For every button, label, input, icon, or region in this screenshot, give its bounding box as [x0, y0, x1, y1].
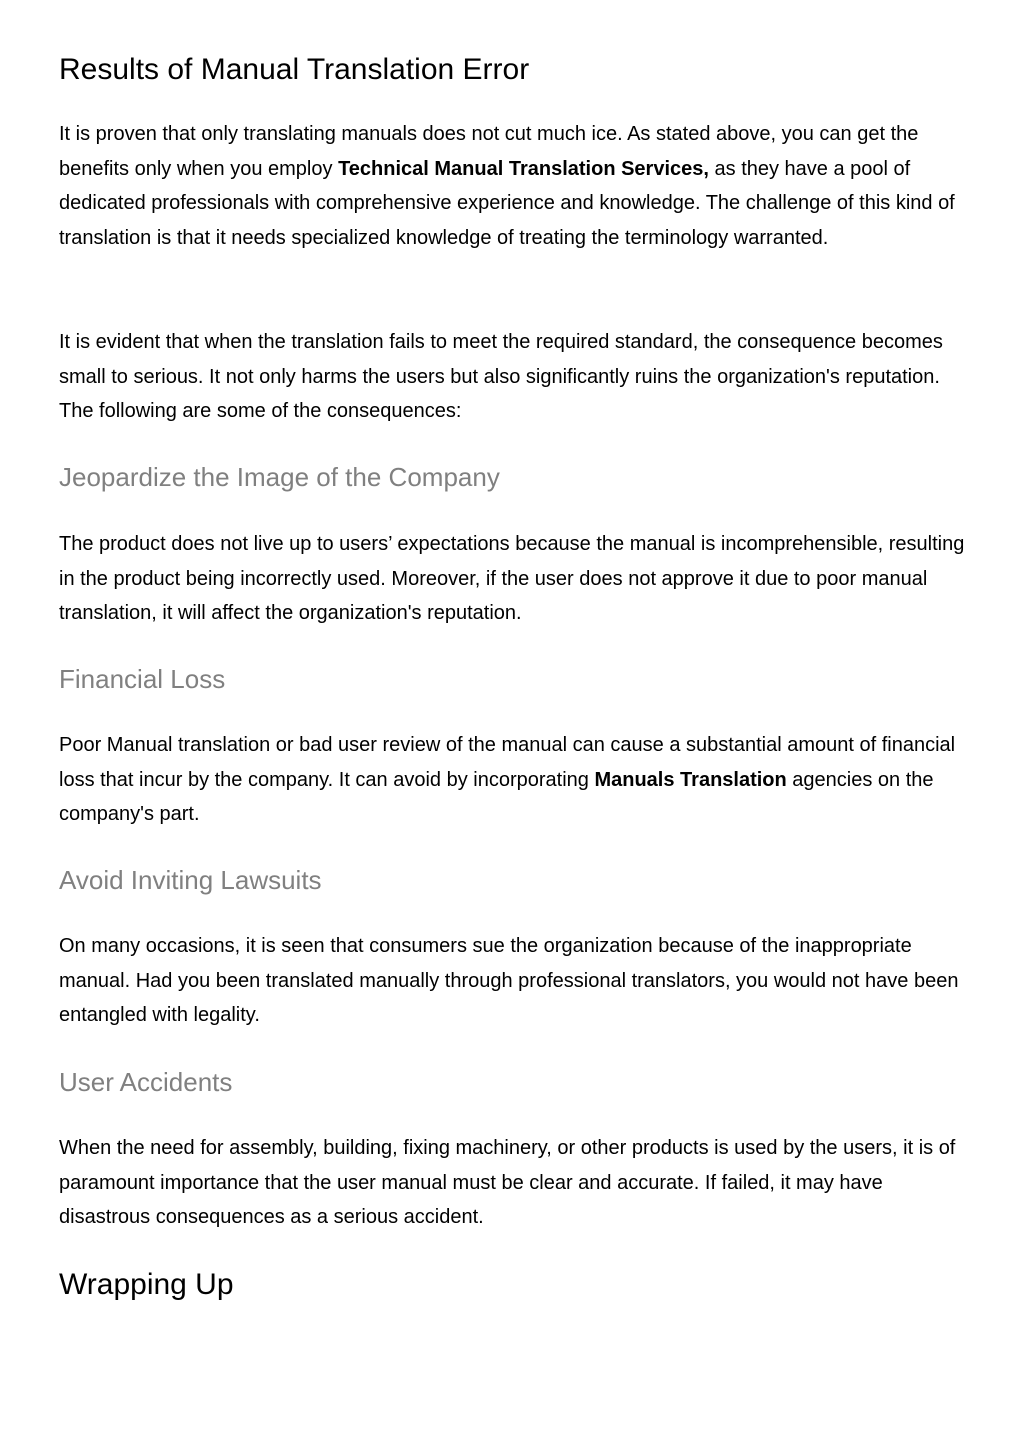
page-title: Results of Manual Translation Error	[59, 53, 530, 86]
section-heading-jeopardize: Jeopardize the Image of the Company	[59, 462, 500, 492]
intro-text-a: It is proven that only translating manuals does not cut much ice. As stated above, you can get the benefits only when you employ	[59, 123, 919, 180]
intro-text-b: as they have a pool of dedicated professionals with comprehensive experience and knowledge. The challenge of this kind of translation is that it needs specialized knowledge of treating the terminology warranted.	[59, 157, 955, 249]
closing-heading: Wrapping Up	[59, 1268, 234, 1301]
technical-manual-translation-services-bold: Technical Manual Translation Services,	[338, 157, 709, 180]
section-heading-lawsuits: Avoid Inviting Lawsuits	[59, 865, 322, 895]
section-heading-financial-loss: Financial Loss	[59, 664, 226, 694]
financial-text-a: Poor Manual translation or bad user review of the manual can cause a substantial amount of financial loss that incur by the company. It can avoid by incorporating	[59, 734, 956, 791]
intro-paragraph-2: It is evident that when the translation fails to meet the required standard, the consequence becomes small to serious. It not only harms the users but also significantly ruins the organization's reputation. The following are some of the consequences:	[59, 331, 943, 423]
manuals-translation-bold: Manuals Translation	[594, 768, 787, 791]
section-text-lawsuits: On many occasions, it is seen that consumers sue the organization because of the inappropriate manual. Had you been translated manually through professional translators, you would not have been entangled with legality.	[59, 935, 959, 1027]
section-text-financial-loss	[59, 728, 971, 832]
section-heading-user-accidents: User Accidents	[59, 1067, 233, 1097]
section-text-jeopardize: The product does not live up to users’ expectations because the manual is incomprehensible, resulting in the product being incorrectly used. Moreover, if the user does not approve it due to poor manual translation, it will affect the organization's reputation.	[59, 533, 965, 625]
financial-text-b: agencies on the company's part.	[59, 768, 934, 826]
intro-paragraph-1	[59, 117, 971, 255]
section-text-user-accidents: When the need for assembly, building, fixing machinery, or other products is used by the users, it is of paramount importance that the user manual must be clear and accurate. If failed, it may have disastrous consequences as a serious accident.	[59, 1137, 956, 1229]
